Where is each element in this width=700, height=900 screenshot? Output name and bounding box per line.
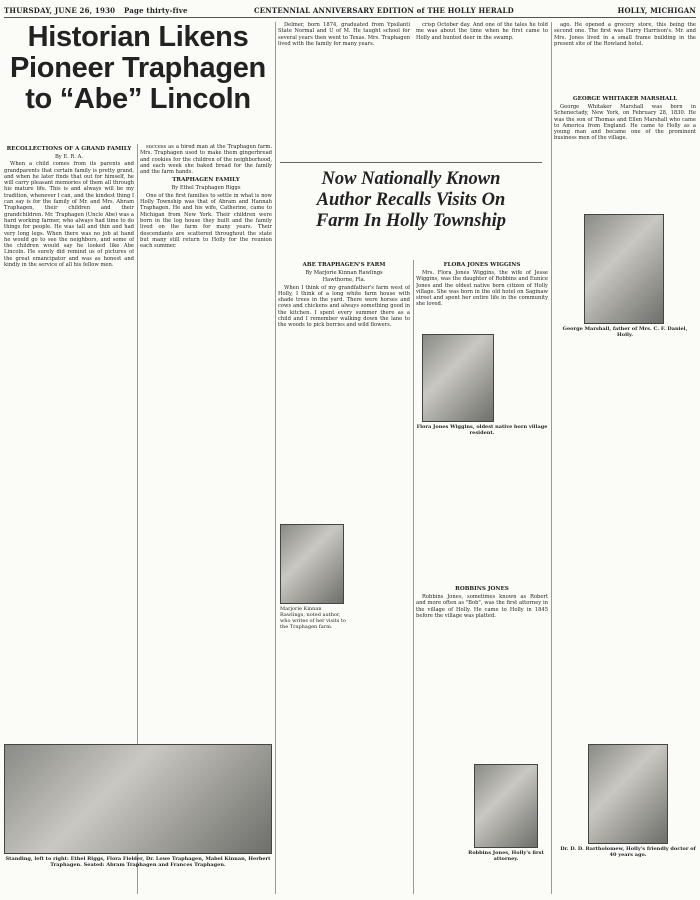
article-subhead: ABE TRAPHAGEN'S FARM (302, 262, 386, 268)
rawlings-photo-caption: Marjorie Kinnan Rawlings, noted author, who writes of her visits to the Traphagen farm. (280, 606, 346, 630)
column-5-top (554, 22, 696, 92)
headline-line-1: Historian Likens (27, 21, 249, 53)
page-number: Page thirty-five (124, 6, 188, 15)
wiggins-photo (422, 334, 494, 422)
masthead (4, 4, 696, 18)
main-headline (4, 22, 272, 140)
column-4-lower (416, 584, 548, 734)
column-4-top (416, 22, 548, 156)
marshall-photo (584, 214, 664, 324)
wiggins-photo-caption: Flora Jones Wiggins, oldest native born village resident. (416, 424, 548, 436)
article-subhead: RECOLLECTIONS OF A GRAND FAMILY (6, 146, 132, 152)
feature-headline (280, 162, 542, 256)
feature-headline-line-2: Author Recalls Visits On (316, 190, 506, 210)
column-2 (140, 144, 272, 784)
article-body: One of the first families to settle in what is now Holly Township was that of Abram and Hannah Traphagen. He and his wife, Catherine, came to Michigan from New York. Their children were born in the log house they built and the family lived on the farm for many years. Their descendants are scattered throughout the state but many still return to Holly for the reunion each summer. (140, 192, 272, 250)
article-body: When I think of my grandfather's farm west of Holly, I think of a long white farm house with shade trees in the yard. There were horses and cows and chickens and always something good in the kitchen. I spent every summer there as a child and I remember walking down the lane to the woods to pick berries and wild flowers. (278, 284, 410, 329)
article-body: Robbins Jones, sometimes known as Robert and more often as "Bob", was the first attorney in the village of Holly. He came to Holly in 1845 before the village was platted. (416, 594, 548, 619)
marshall-photo-caption: George Marshall, father of Mrs. C. F. Daniel, Holly. (562, 326, 688, 338)
jones-photo-caption: Robbins Jones, Holly's first attorney. (468, 850, 544, 862)
article-body: crisp October day. And one of the tales he told me was about the time when he first came to Holly and hunted deer in the swamp. (416, 22, 548, 41)
article-body: success as a hired man at the Traphagen farm. Mrs. Traphagen used to make them gingerbread and cookies for the children of the neighborhood, and each week she baked bread for the family and the farm hands. (140, 144, 272, 176)
bartholomew-photo (588, 744, 668, 844)
column-rule (413, 260, 414, 894)
column-3-top (278, 22, 410, 158)
article-byline: By E. R. A. (54, 154, 84, 160)
article-place: Hawthorne, Fla. (322, 277, 366, 284)
family-photo (4, 744, 272, 854)
jones-photo (474, 764, 538, 848)
article-body: When a child comes from its parents and grandparents that certain family is pretty grand, and when he later finds that out for himself, he will carry pleasant memories of them all through his mature life. This is and always will be my tradition, whenever I can, and the kindest thing I can say is for the family of Mr. and Mrs. Abram Traphagen, their children and their grandchildren. Mr. Traphagen (Uncle Abe) was a hard working farmer, who always had time to do things for people. He was tall and thin and had very long legs. When there was no job at hand he would go to see the neighbors, and some of the children would say he looked like Abe Lincoln. He surely did remind us of pictures of the great emancipator and was as honest and kindly in the service of all his fellow men. (4, 161, 134, 269)
edition-title: CENTENNIAL ANNIVERSARY EDITION of THE HOLLY HERALD (254, 6, 514, 15)
family-photo-caption: Standing, left to right: Ethel Riggs, Flora Fielder, Dr. Lowe Traphagen, Mabel Kinnan, Herbert Traphagen. Seated: Abram Traphagen and Frances Traphagen. (5, 856, 271, 868)
article-byline: By Ethel Traphagen Riggs (171, 185, 241, 192)
article-subhead: GEORGE WHITAKER MARSHALL (572, 96, 678, 102)
headline-line-3: to “Abe” Lincoln (25, 83, 251, 115)
article-body: Mrs. Flora Jones Wiggins, the wife of Jesse Wiggins, was the daughter of Robbins and Eunice Jones and the oldest native born citizen of Holly village. She was born in the old hotel on Saginaw street and spent her entire life in the community she loved. (416, 270, 548, 308)
headline-line-2: Pioneer Traphagen (10, 52, 266, 84)
article-body: George Whitaker Marshall was born in Schenectady, New York, on February 28, 1830. He was the son of Thomas and Ellen Marshall who came to America from England. He came to Holly as a young man and became one of the prominent business men of the village. (554, 104, 696, 142)
issue-date: THURSDAY, JUNE 26, 1930 (4, 6, 116, 15)
column-rule (551, 22, 552, 894)
bartholomew-photo-caption: Dr. D. D. Bartholomew, Holly's friendly doctor of 40 years ago. (560, 846, 696, 858)
dateline-place: HOLLY, MICHIGAN (617, 6, 696, 15)
feature-headline-line-1: Now Nationally Known (321, 169, 501, 189)
article-body: ago. He opened a grocery store, this being the second one. The first was Harry Harrison's. Mr. and Mrs. Jones lived in a small frame building in the present site of the Rowland hotel. (554, 22, 696, 47)
article-subhead: FLORA JONES WIGGINS (443, 262, 521, 268)
article-body: Delmer, born 1874, graduated from Ypsilanti State Normal and U of M. He taught school for several years then went to Texas. Mrs. Traphagen lived with the family for many years. (278, 22, 410, 47)
article-byline: By Marjorie Kinnan Rawlings (305, 270, 383, 276)
column-rule (275, 22, 276, 894)
newspaper-page (4, 4, 696, 896)
feature-headline-line-3: Farm In Holly Township (315, 211, 507, 231)
article-subhead: ROBBINS JONES (455, 586, 509, 592)
article-subhead: TRAPHAGEN FAMILY (172, 177, 240, 184)
column-5 (554, 94, 696, 204)
rawlings-photo (280, 524, 344, 604)
